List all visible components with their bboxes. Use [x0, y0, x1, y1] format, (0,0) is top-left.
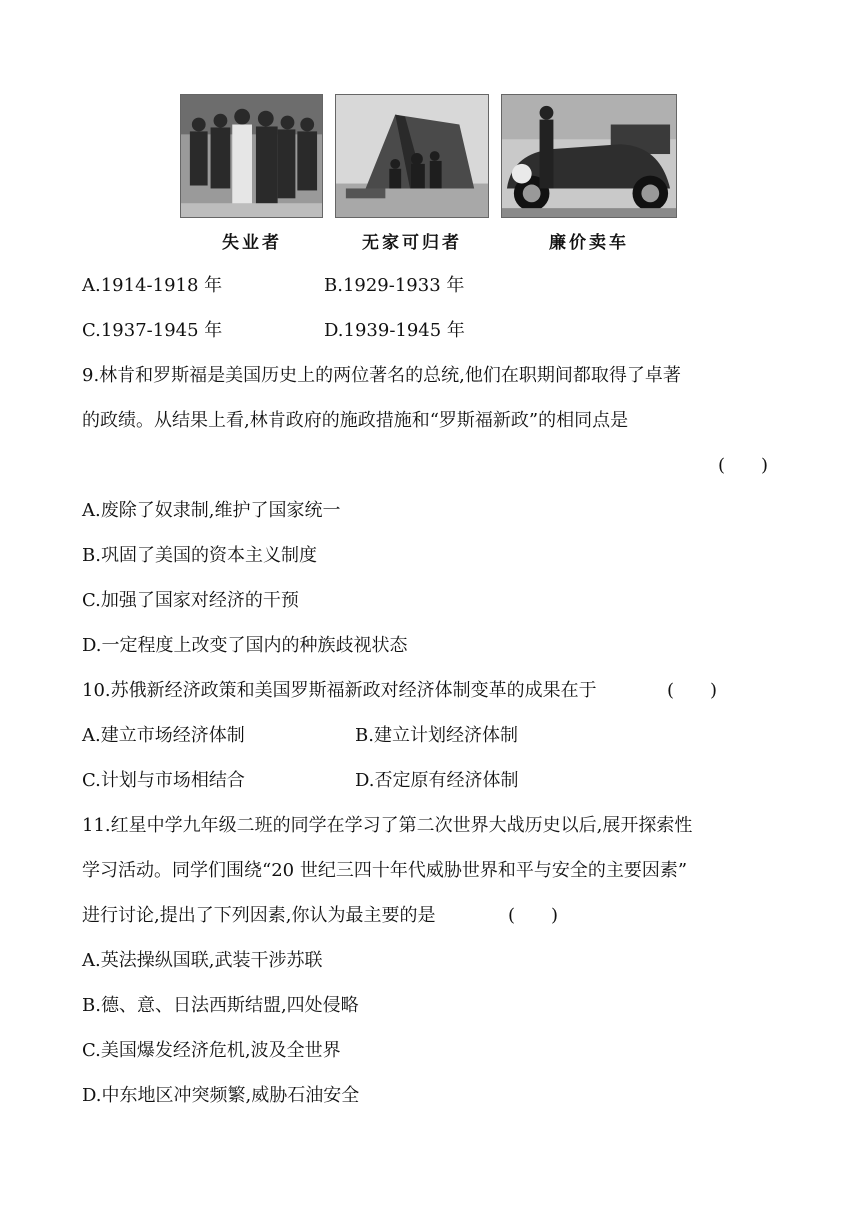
q8-option-a: A.1914-1918 年	[82, 275, 223, 296]
q11-stem-line3: 进行讨论,提出了下列因素,你认为最主要的是	[82, 905, 436, 926]
q9-stem-line1: 9.林肯和罗斯福是美国历史上的两位著名的总统,他们在职期间都取得了卓著	[82, 365, 681, 386]
q11-option-a: A.英法操纵国联,武装干涉苏联	[82, 950, 323, 971]
q10-option-b: B.建立计划经济体制	[355, 725, 518, 746]
homeless-photo	[335, 94, 489, 218]
q11-stem-line1: 11.红星中学九年级二班的同学在学习了第二次世界大战历史以后,展开探索性	[82, 815, 693, 836]
q8-option-b: B.1929-1933 年	[324, 275, 465, 296]
q8-option-d: D.1939-1945 年	[324, 320, 465, 341]
q8-option-c: C.1937-1945 年	[82, 320, 223, 341]
q10-option-a: A.建立市场经济体制	[82, 725, 245, 746]
q11-stem-line2: 学习活动。同学们围绕“20 世纪三四十年代威胁世界和平与安全的主要因素”	[82, 860, 688, 881]
caption-unemployed: 失业者	[222, 233, 282, 253]
caption-homeless: 无家可归者	[362, 233, 462, 253]
q9-option-d: D.一定程度上改变了国内的种族歧视状态	[82, 635, 408, 656]
q10-answer-bracket: ( )	[667, 680, 718, 701]
q10-option-c: C.计划与市场相结合	[82, 770, 245, 791]
q9-option-b: B.巩固了美国的资本主义制度	[82, 545, 317, 566]
car-sale-photo	[501, 94, 677, 218]
q10-stem: 10.苏俄新经济政策和美国罗斯福新政对经济体制变革的成果在于	[82, 680, 597, 701]
q9-answer-bracket: ( )	[718, 455, 769, 476]
q11-option-b: B.德、意、日法西斯结盟,四处侵略	[82, 995, 359, 1016]
q9-stem-line2: 的政绩。从结果上看,林肯政府的施政措施和“罗斯福新政”的相同点是	[82, 410, 629, 431]
q11-answer-bracket: ( )	[508, 905, 559, 926]
q10-option-d: D.否定原有经济体制	[355, 770, 519, 791]
caption-car-sale: 廉价卖车	[549, 233, 629, 253]
unemployed-photo	[180, 94, 323, 218]
q11-option-d: D.中东地区冲突频繁,威胁石油安全	[82, 1085, 360, 1106]
q9-option-a: A.废除了奴隶制,维护了国家统一	[82, 500, 341, 521]
q11-option-c: C.美国爆发经济危机,波及全世界	[82, 1040, 341, 1061]
q9-option-c: C.加强了国家对经济的干预	[82, 590, 299, 611]
